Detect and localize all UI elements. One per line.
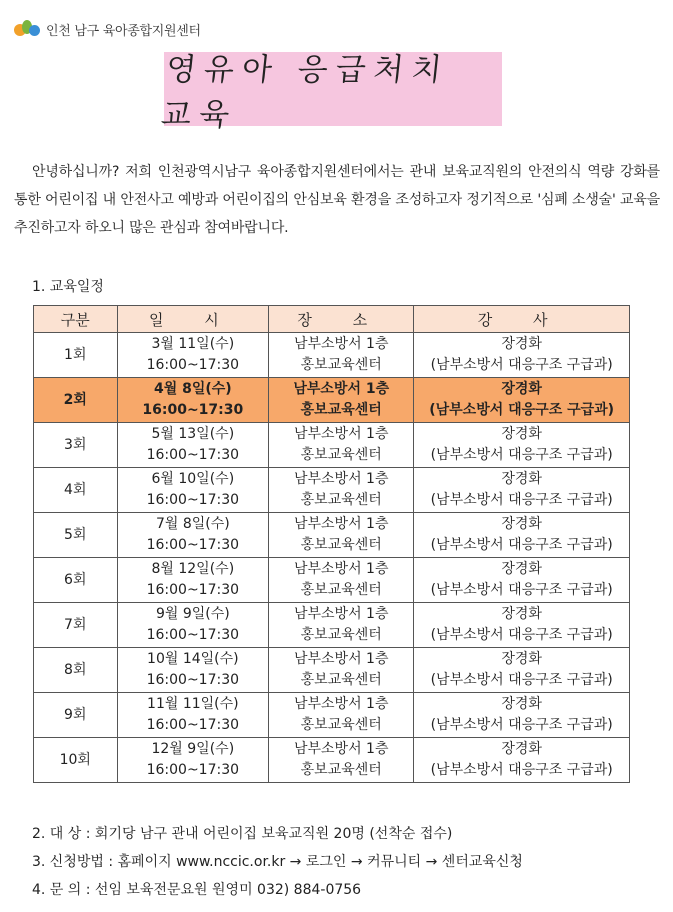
session-place: [269, 603, 414, 648]
table-row: [34, 333, 630, 378]
session-lecturer: [414, 468, 630, 513]
place-room: 홍보교육센터: [300, 627, 382, 643]
session-date: 10월 14일(수): [147, 651, 239, 667]
lecturer-dept: (남부소방서 대응구조 구급과): [430, 492, 613, 508]
session-no: 9회: [34, 693, 118, 738]
lecturer-dept: (남부소방서 대응구조 구급과): [430, 627, 613, 643]
lecturer-name: 장경화: [501, 426, 542, 442]
lecturer-name: 장경화: [501, 381, 542, 397]
session-lecturer: [414, 558, 630, 603]
lecturer-name: 장경화: [501, 606, 542, 622]
table-row: [34, 603, 630, 648]
note-contact: 4. 문 의 : 선임 보육전문요원 원영미 032) 884-0756: [32, 882, 362, 898]
section-schedule-label: 1. 교육일정: [32, 279, 104, 295]
session-lecturer: [414, 378, 630, 423]
session-no: 2회: [34, 378, 118, 423]
session-datetime: [117, 513, 269, 558]
lecturer-dept: (남부소방서 대응구조 구급과): [430, 357, 613, 373]
session-time: 16:00~17:30: [146, 672, 240, 688]
session-datetime: [117, 693, 269, 738]
lecturer-name: 장경화: [501, 696, 542, 712]
place-room: 홍보교육센터: [300, 537, 382, 553]
lecturer-dept: (남부소방서 대응구조 구급과): [429, 402, 615, 418]
lecturer-name: 장경화: [501, 516, 542, 532]
place-room: 홍보교육센터: [300, 582, 382, 598]
title-banner: [159, 52, 502, 133]
place-building: 남부소방서 1층: [293, 516, 389, 532]
place-room: 홍보교육센터: [300, 672, 382, 688]
place-room: 홍보교육센터: [300, 402, 382, 418]
schedule-table: [33, 305, 630, 783]
center-logo-icon: [14, 18, 42, 40]
lecturer-name: 장경화: [501, 471, 542, 487]
session-time: 16:00~17:30: [146, 447, 240, 463]
table-row: [34, 468, 630, 513]
session-date: 4월 8일(수): [153, 381, 232, 397]
page-title: 영유아 응급처치 교육: [159, 52, 452, 133]
session-no: 7회: [34, 603, 118, 648]
session-date: 7월 8일(수): [155, 516, 230, 532]
session-place: [269, 738, 414, 783]
table-row: [34, 513, 630, 558]
session-date: 9월 9일(수): [155, 606, 230, 622]
table-header-row: [34, 306, 630, 333]
session-lecturer: [414, 648, 630, 693]
session-place: [269, 648, 414, 693]
session-place: [269, 333, 414, 378]
place-room: 홍보교육센터: [300, 447, 382, 463]
lecturer-dept: (남부소방서 대응구조 구급과): [430, 582, 613, 598]
session-place: [269, 693, 414, 738]
place-building: 남부소방서 1층: [293, 426, 389, 442]
header: [14, 18, 201, 40]
place-room: 홍보교육센터: [300, 492, 382, 508]
session-date: 8월 12일(수): [151, 561, 235, 577]
lecturer-dept: (남부소방서 대응구조 구급과): [430, 537, 613, 553]
lecturer-dept: (남부소방서 대응구조 구급과): [430, 672, 613, 688]
header-lecturer: 강 사: [414, 306, 630, 333]
session-lecturer: [414, 423, 630, 468]
session-time: 16:00~17:30: [146, 762, 240, 778]
lecturer-name: 장경화: [501, 651, 542, 667]
session-date: 12월 9일(수): [151, 741, 235, 757]
place-building: 남부소방서 1층: [293, 651, 389, 667]
table-row: [34, 648, 630, 693]
session-date: 6월 10일(수): [151, 471, 235, 487]
session-time: 16:00~17:30: [142, 402, 244, 418]
lecturer-dept: (남부소방서 대응구조 구급과): [430, 762, 613, 778]
lecturer-dept: (남부소방서 대응구조 구급과): [430, 717, 613, 733]
header-no: 구분: [34, 306, 118, 333]
place-building: 남부소방서 1층: [293, 606, 389, 622]
note-application: 3. 신청방법 : 홈페이지 www.nccic.or.kr → 로그인 → 커뮤니티 → 센터교육신청: [32, 854, 523, 870]
session-lecturer: [414, 513, 630, 558]
session-datetime: [117, 333, 269, 378]
session-no: 6회: [34, 558, 118, 603]
session-lecturer: [414, 333, 630, 378]
session-datetime: [117, 738, 269, 783]
place-room: 홍보교육센터: [300, 357, 382, 373]
header-date: 일 시: [117, 306, 269, 333]
session-datetime: [117, 423, 269, 468]
place-room: 홍보교육센터: [300, 717, 382, 733]
place-building: 남부소방서 1층: [293, 561, 389, 577]
notes-list: [32, 820, 523, 904]
session-lecturer: [414, 693, 630, 738]
session-time: 16:00~17:30: [146, 492, 240, 508]
session-datetime: [117, 378, 269, 423]
session-place: [269, 513, 414, 558]
lecturer-name: 장경화: [501, 741, 542, 757]
session-time: 16:00~17:30: [146, 357, 240, 373]
session-place: [269, 378, 414, 423]
session-datetime: [117, 558, 269, 603]
session-datetime: [117, 468, 269, 513]
place-building: 남부소방서 1층: [293, 741, 389, 757]
session-lecturer: [414, 603, 630, 648]
table-row: [34, 738, 630, 783]
lecturer-dept: (남부소방서 대응구조 구급과): [430, 447, 613, 463]
session-time: 16:00~17:30: [146, 537, 240, 553]
session-no: 3회: [34, 423, 118, 468]
table-row: [34, 423, 630, 468]
session-place: [269, 423, 414, 468]
lecturer-name: 장경화: [501, 561, 542, 577]
session-datetime: [117, 603, 269, 648]
session-no: 10회: [34, 738, 118, 783]
session-no: 8회: [34, 648, 118, 693]
place-building: 남부소방서 1층: [293, 471, 389, 487]
lecturer-name: 장경화: [501, 336, 542, 352]
org-name: 인천 남구 육아종합지원센터: [46, 23, 201, 39]
place-building: 남부소방서 1층: [293, 696, 389, 712]
session-place: [269, 468, 414, 513]
session-no: 4회: [34, 468, 118, 513]
session-no: 5회: [34, 513, 118, 558]
intro-paragraph: 안녕하십니까? 저희 인천광역시남구 육아종합지원센터에서는 관내 보육교직원의 안전의식 역량 강화를 통한 어린이집 내 안전사고 예방과 어린이집의 안심보육 환경을 조성하고자 정기적으로 '심폐 소생술' 교육을 추진하고자 하오니 많은 관심과 참여바랍니다.: [14, 164, 660, 236]
session-time: 16:00~17:30: [146, 582, 240, 598]
session-place: [269, 558, 414, 603]
note-target: 2. 대 상 : 회기당 남구 관내 어린이집 보육교직원 20명 (선착순 접수): [32, 826, 453, 842]
session-date: 3월 11일(수): [151, 336, 235, 352]
session-lecturer: [414, 738, 630, 783]
session-date: 5월 13일(수): [151, 426, 235, 442]
place-room: 홍보교육센터: [300, 762, 382, 778]
session-no: 1회: [34, 333, 118, 378]
session-time: 16:00~17:30: [146, 717, 240, 733]
table-row: [34, 693, 630, 738]
place-building: 남부소방서 1층: [293, 336, 389, 352]
session-datetime: [117, 648, 269, 693]
session-time: 16:00~17:30: [146, 627, 240, 643]
session-date: 11월 11일(수): [147, 696, 239, 712]
table-row-highlighted: [34, 378, 630, 423]
place-building: 남부소방서 1층: [293, 381, 390, 397]
header-place: 장 소: [269, 306, 414, 333]
table-row: [34, 558, 630, 603]
